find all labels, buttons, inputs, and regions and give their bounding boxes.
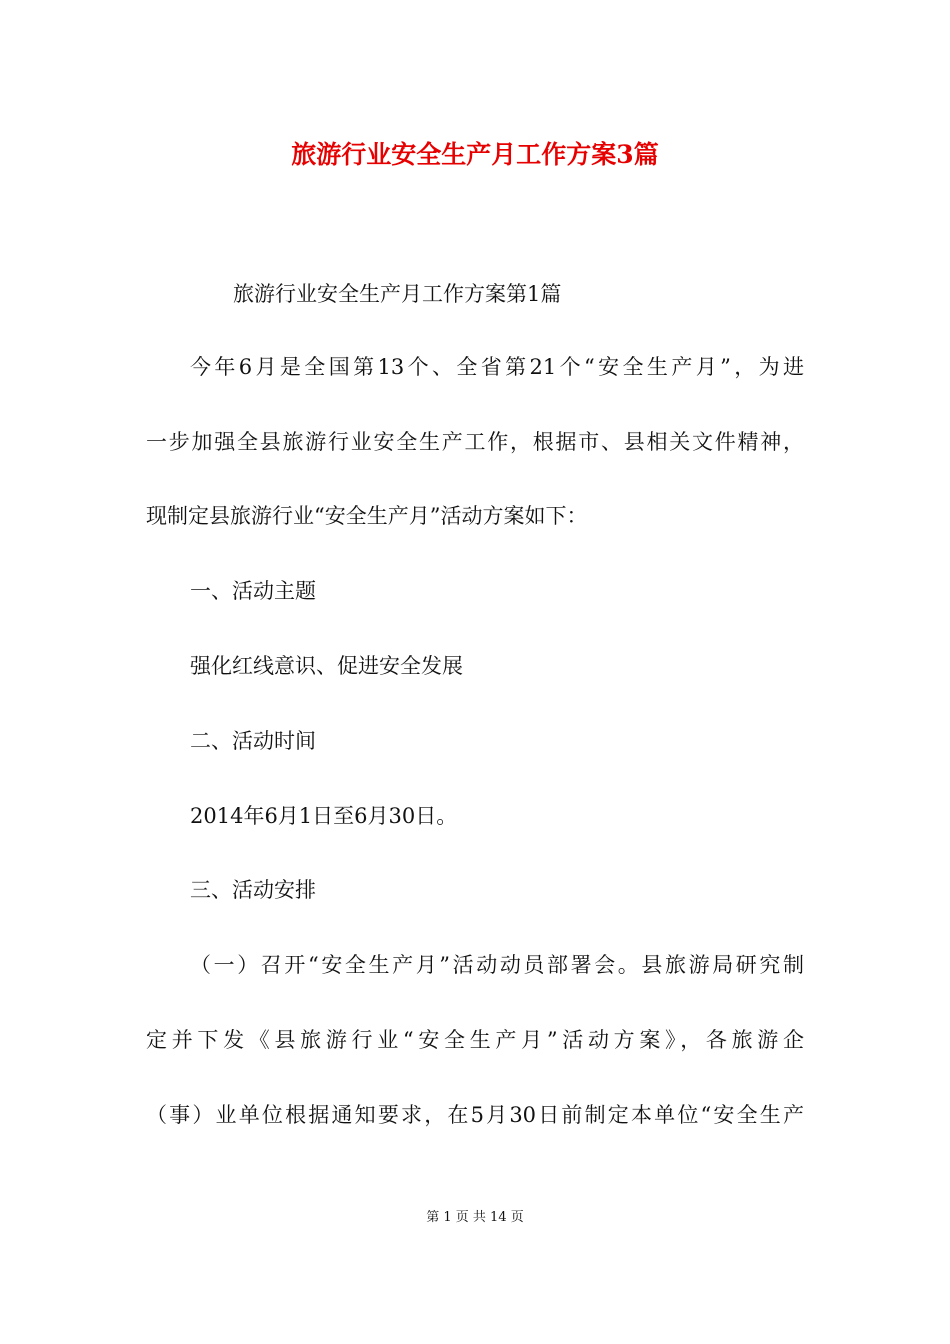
paragraph-line: （一）召开“安全生产月”活动动员部署会。县旅游局研究制 — [190, 953, 804, 977]
subheading: 三、活动安排 — [190, 878, 316, 902]
section-heading: 旅游行业安全生产月工作方案第1篇 — [233, 282, 562, 306]
paragraph-line: 强化红线意识、促进安全发展 — [190, 654, 463, 678]
paragraph-line: 一步加强全县旅游行业安全生产工作，根据市、县相关文件精神， — [146, 430, 804, 454]
paragraph-line: （事）业单位根据通知要求，在5月30日前制定本单位“安全生产 — [146, 1103, 804, 1127]
paragraph-line: 今年6月是全国第13个、全省第21个“安全生产月”，为进 — [190, 355, 804, 379]
paragraph-line: 现制定县旅游行业“安全生产月”活动方案如下： — [146, 504, 588, 528]
paragraph-line: 2014年6月1日至6月30日。 — [190, 804, 458, 828]
subheading: 一、活动主题 — [190, 579, 316, 603]
page-footer: 第 1 页 共 14 页 — [426, 1210, 524, 1225]
subheading: 二、活动时间 — [190, 729, 316, 753]
paragraph-line: 定并下发《县旅游行业“安全生产月”活动方案》，各旅游企 — [146, 1028, 804, 1052]
document-title: 旅游行业安全生产月工作方案3篇 — [291, 140, 659, 169]
